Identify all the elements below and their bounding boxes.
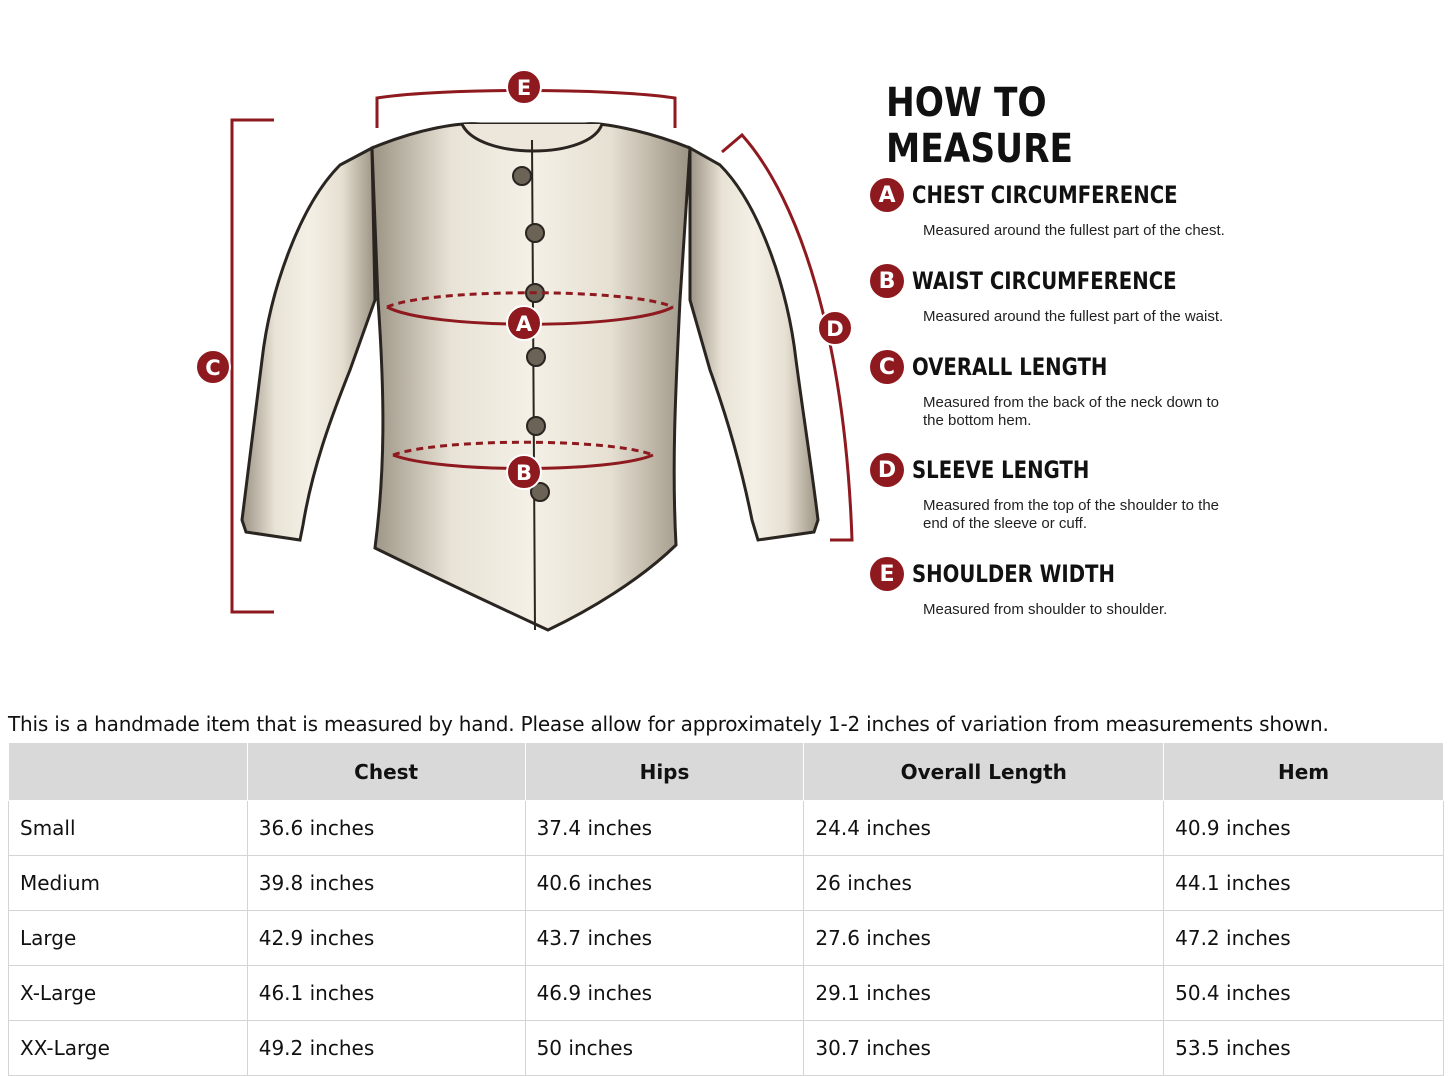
hips-cell: 37.4 inches xyxy=(525,801,804,856)
chest-cell: 42.9 inches xyxy=(247,911,525,966)
length-cell: 24.4 inches xyxy=(804,801,1164,856)
guide-item-shoulder xyxy=(870,557,1233,619)
column-header-overall-length: Overall Length xyxy=(804,743,1164,801)
letter-d-badge: D xyxy=(870,453,904,487)
letter-b-badge: B xyxy=(870,264,904,298)
guide-item-waist xyxy=(870,264,1235,326)
guide-item-sleeve xyxy=(870,453,1233,533)
hips-cell: 50 inches xyxy=(525,1021,804,1076)
hem-cell: 50.4 inches xyxy=(1164,966,1444,1021)
size-cell: Medium xyxy=(9,856,248,911)
size-cell: Large xyxy=(9,911,248,966)
chest-cell: 49.2 inches xyxy=(247,1021,525,1076)
marker-d xyxy=(818,311,852,345)
guide-item-description: Measured from shoulder to shoulder. xyxy=(923,601,1168,618)
hips-cell: 40.6 inches xyxy=(525,856,804,911)
guide-item-description: Measured around the fullest part of the chest. xyxy=(923,222,1225,239)
size-cell: Small xyxy=(9,801,248,856)
hem-cell: 40.9 inches xyxy=(1164,801,1444,856)
svg-text:C: C xyxy=(205,356,221,380)
guide-item-description: Measured around the fullest part of the waist. xyxy=(923,308,1224,325)
jacket-illustration xyxy=(242,124,818,630)
guide-title: HOW TO MEASURE xyxy=(886,80,1074,172)
length-cell: 29.1 inches xyxy=(804,966,1164,1021)
svg-text:E: E xyxy=(516,76,532,100)
how-to-measure-guide xyxy=(870,80,1290,618)
guide-item-description: Measured from the back of the neck down to the bottom hem. xyxy=(923,394,1219,429)
guide-item-description: Measured from the top of the shoulder to the end of the sleeve or cuff. xyxy=(923,497,1220,532)
length-cell: 26 inches xyxy=(804,856,1164,911)
column-header-chest: Chest xyxy=(247,743,525,801)
table-row xyxy=(9,966,1444,1021)
column-header-hem: Hem xyxy=(1164,743,1444,801)
column-header-size xyxy=(9,743,248,801)
marker-a xyxy=(507,306,541,340)
length-cell: 30.7 inches xyxy=(804,1021,1164,1076)
marker-c xyxy=(196,350,230,384)
svg-text:A: A xyxy=(515,312,533,336)
table-row xyxy=(9,801,1444,856)
hem-cell: 53.5 inches xyxy=(1164,1021,1444,1076)
column-header-hips: Hips xyxy=(525,743,804,801)
guide-item-title: SLEEVE LENGTH xyxy=(912,456,1090,484)
guide-item-title: SHOULDER WIDTH xyxy=(912,560,1115,588)
guide-item-title: WAIST CIRCUMFERENCE xyxy=(912,267,1177,295)
length-cell: 27.6 inches xyxy=(804,911,1164,966)
size-chart-table xyxy=(8,742,1444,1076)
marker-b xyxy=(507,455,541,489)
table-row xyxy=(9,911,1444,966)
marker-e xyxy=(507,70,541,104)
letter-a-badge: A xyxy=(870,178,904,212)
chest-cell: 36.6 inches xyxy=(247,801,525,856)
hips-cell: 46.9 inches xyxy=(525,966,804,1021)
letter-e-badge: E xyxy=(870,557,904,591)
table-header-row xyxy=(9,743,1444,801)
svg-text:B: B xyxy=(515,461,533,485)
chest-cell: 39.8 inches xyxy=(247,856,525,911)
letter-c-badge: C xyxy=(870,350,904,384)
guide-item-chest xyxy=(870,178,1236,240)
chest-cell: 46.1 inches xyxy=(247,966,525,1021)
measurement-note: This is a handmade item that is measured by hand. Please allow for approximately 1-2 inches of variation from measurements shown. xyxy=(8,712,1329,736)
table-row xyxy=(9,856,1444,911)
guide-item-title: CHEST CIRCUMFERENCE xyxy=(912,181,1178,209)
guide-item-title: OVERALL LENGTH xyxy=(912,353,1108,381)
hem-cell: 44.1 inches xyxy=(1164,856,1444,911)
svg-text:D: D xyxy=(826,317,844,341)
guide-item-length xyxy=(870,350,1233,430)
hem-cell: 47.2 inches xyxy=(1164,911,1444,966)
hips-cell: 43.7 inches xyxy=(525,911,804,966)
size-cell: X-Large xyxy=(9,966,248,1021)
size-cell: XX-Large xyxy=(9,1021,248,1076)
table-row xyxy=(9,1021,1444,1076)
